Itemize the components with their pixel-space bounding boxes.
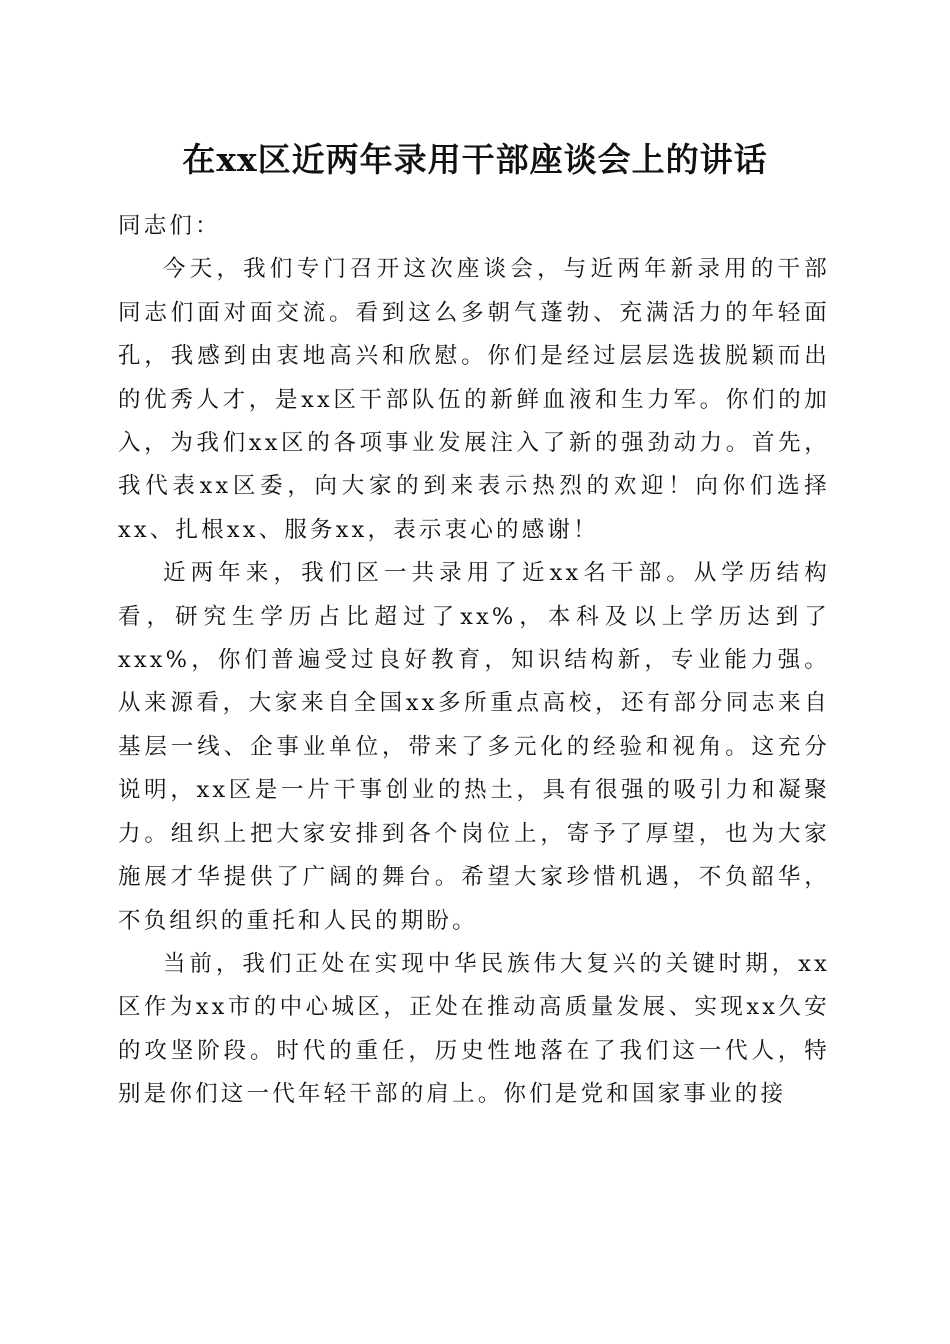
paragraph-2: 近两年来，我们区一共录用了近xx名干部。从学历结构看，研究生学历占比超过了xx%，本科及以上学历达到了xxx%，你们普遍受过良好教育，知识结构新，专业能力强。从来源看，大家来自全国xx多所重点高校，还有部分同志来自基层一线、企事业单位，带来了多元化的经验和视角。这充分说明，xx区是一片干事创业的热土，具有很强的吸引力和凝聚力。组织上把大家安排到各个岗位上，寄予了厚望，也为大家施展才华提供了广阔的舞台。希望大家珍惜机遇，不负韶华，不负组织的重托和人民的期盼。	[118, 560, 830, 934]
document-body	[118, 205, 830, 1117]
document-title: 在xx区近两年录用干部座谈会上的讲话	[182, 140, 768, 179]
paragraph-3: 当前，我们正处在实现中华民族伟大复兴的关键时期，xx区作为xx市的中心城区，正处在推动高质量发展、实现xx久安的攻坚阶段。时代的重任，历史性地落在了我们这一代人，特别是你们这一代年轻干部的肩上。你们是党和国家事业的接	[118, 950, 830, 1108]
salutation: 同志们：	[118, 213, 221, 239]
paragraph-1: 今天，我们专门召开这次座谈会，与近两年新录用的干部同志们面对面交流。看到这么多朝气蓬勃、充满活力的年轻面孔，我感到由衷地高兴和欣慰。你们是经过层层选拔脱颖而出的优秀人才，是xx区干部队伍的新鲜血液和生力军。你们的加入，为我们xx区的各项事业发展注入了新的强劲动力。首先，我代表xx区委，向大家的到来表示热烈的欢迎！向你们选择xx、扎根xx、服务xx，表示衷心的感谢！	[118, 256, 830, 543]
